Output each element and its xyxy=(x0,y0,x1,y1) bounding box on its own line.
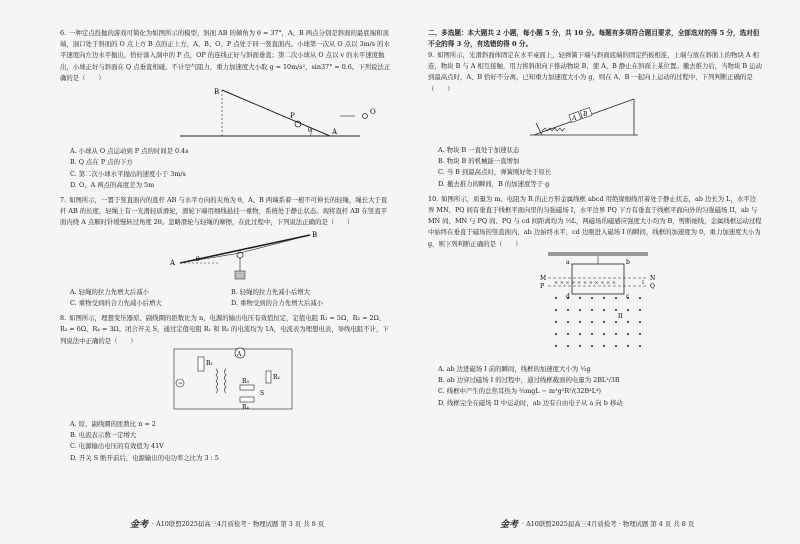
label-theta: θ xyxy=(196,255,200,263)
q8-options xyxy=(70,419,392,464)
option-b[interactable]: B. Q 点在 P 点的下方 xyxy=(70,158,133,167)
label-R4: R₄ xyxy=(242,403,249,411)
q7-rod-pulley-figure xyxy=(160,229,360,281)
option-b[interactable]: B. ab 边穿过磁场 I 的过程中，通过线框截面的电量为 2BL²/3R xyxy=(438,376,620,385)
question-number: 9. xyxy=(428,51,435,59)
question-6 xyxy=(60,28,392,191)
question-stem: 如图所示，一置于竖直面内的直杆 AB 与水平方向的夹角为 θ，A、B 两端系着一根不可伸长的轻绳，绳长大于直杆 AB 的长度，轻绳上有一光滑轻质滑轮，滑轮下端用细线悬挂一重物，系统处于静止状态。现将直杆 AB 在竖直平面内绕 A 点顺时针缓慢转过角度 2θ。忽略滑轮与轻绳的摩擦，在此过程中，下列说法正确的是（ ） xyxy=(60,196,388,227)
label-switch: S xyxy=(260,389,265,397)
question-stem: 如图所示，光滑斜面体固定在水平桌面上，轻弹簧下端与斜面底端的固定挡板相连，上端与放在斜面上的物块 A 相连，物块 B 与 A 相互接触，用力将斜面向下推动物块 B，使 A、B 静止在斜面上某位置。撤去推力后，当物块 B 运动到最高点时，A、B 恰好不分离，已知重力加速度大小为 g，则在 A、B 一起向上运动的过程中，下列判断正确的是（ ） xyxy=(428,51,762,93)
option-c[interactable]: C. 当 B 到最高点时，弹簧刚好处于原长 xyxy=(438,168,552,177)
label-R3: R₃ xyxy=(242,377,249,385)
question-10 xyxy=(428,194,762,409)
label-ammeter: A xyxy=(237,350,242,358)
option-c[interactable]: C. 线框中产生的总焦耳热为 ⅔mgL − m³g²R²/(32B⁴L⁴) xyxy=(438,387,602,396)
q7-options xyxy=(70,287,392,309)
option-b[interactable]: B. 物块 B 的机械能一直增加 xyxy=(438,157,520,166)
label-P: P xyxy=(540,282,545,290)
question-9 xyxy=(428,50,762,190)
label-Q: Q xyxy=(650,282,655,290)
label-d: d xyxy=(566,292,570,300)
section-heading: 二、多选题：本大题共 2 小题，每小题 5 分，共 10 分。每题有多项符合题目要求，全部选对的得 5 分，选对但不全的得 3 分，有选错的得 0 分。 xyxy=(428,29,760,48)
q6-options xyxy=(70,146,392,191)
left-page xyxy=(60,28,392,468)
question-8 xyxy=(60,313,392,464)
label-source: ~ xyxy=(178,379,184,387)
label-b: b xyxy=(626,258,630,266)
question-7 xyxy=(60,195,392,309)
label-M: M xyxy=(540,274,547,282)
label-A: A xyxy=(170,258,176,267)
option-c[interactable]: C. 第二次小球水平抛出的速度小于 3m/s xyxy=(70,169,186,178)
label-R1: R₁ xyxy=(206,359,213,367)
question-number: 7. xyxy=(60,196,67,205)
q10-options xyxy=(438,364,762,409)
option-d[interactable]: D. O、A 两点的高度差为 5m xyxy=(70,180,155,189)
option-d[interactable]: D. 线框完全在磁场 II 中运动时，ab 边有自由电子从 a 向 b 移动 xyxy=(438,398,623,407)
label-A: A xyxy=(332,128,338,137)
option-d[interactable]: D. 撤去推力的瞬间，B 的加速度等于 g xyxy=(438,179,550,188)
question-stem: 一种定点投抛的游戏可简化为如图所示的模型，斜面 AB 的倾角为 θ = 37°，A、B 两点分别是斜面的最底端和顶端，洞口处于斜面的 O 点上方 B 点的正上方，A、B、O、P 点处于同一竖直面内。小球第一次从 O 点以 3m/s 的水平速度向左边水平抛出，恰好落入洞中的 P 点，OP 的连线正好与斜面垂直；第二次小球从 O 点以 v 的水平速度抛出，小球正好与斜面在 Q 点垂直相碰。不计空气阻力，重力加速度大小取 g = 10m/s²，sin37° = 0.6。下列说法正确的是（ ） xyxy=(60,29,391,82)
footer-text: · A10联盟2025届高三4月质检考 · 物理试题 第 4 页 共 8 页 xyxy=(522,520,695,528)
right-footer xyxy=(500,517,694,530)
question-number: 10. xyxy=(428,194,439,203)
option-a[interactable]: A. 物块 B 一直处于加速状态 xyxy=(438,146,520,155)
q10-magnetic-field-figure xyxy=(538,250,658,358)
label-II: II xyxy=(618,312,623,320)
q9-spring-incline-figure xyxy=(528,95,648,139)
label-A: A xyxy=(572,114,577,122)
question-number: 6. xyxy=(60,29,67,37)
q6-incline-figure xyxy=(170,84,400,140)
option-a[interactable]: A. 原、副线圈的匝数比 n = 2 xyxy=(70,420,156,429)
label-B: B xyxy=(214,88,220,97)
label-theta: θ xyxy=(308,127,312,135)
option-d[interactable]: D. 重物受到的合力先增大后减小 xyxy=(231,299,324,308)
option-a[interactable]: A. ab 边进磁场 I 前的瞬间，线框的加速度大小为 ½g xyxy=(438,365,591,374)
option-c[interactable]: C. 电源输出电压的有效值为 41V xyxy=(70,442,164,451)
label-B: B xyxy=(312,230,318,239)
label-N: N xyxy=(650,274,656,282)
footer-text: · A10联盟2025届高三4月质检考 · 物理试题 第 3 页 共 8 页 xyxy=(152,520,325,528)
q9-options xyxy=(438,145,762,190)
label-I: I xyxy=(642,279,644,286)
option-a[interactable]: A. 小球从 O 点运动到 P 点的时间是 0.4s xyxy=(70,147,189,156)
label-B: B xyxy=(583,110,588,118)
option-a[interactable]: A. 轻绳的拉力先增大后减小 xyxy=(70,287,149,296)
publisher-logo: 金考 xyxy=(130,520,149,530)
question-stem: 如图所示，理想变压器原、副线圈的匝数比为 n，电源的输出电压有效值恒定，定值电阻 R₁ = 5Ω、R₂ = 2Ω、R₃ = 6Ω、R₄ = 3Ω。闭合开关 S，通过定值电阻 R₁ 和 R₂ 的电流均为 1A，电流表为理想电表，导线电阻不计，下列说法中正确的是（ ） xyxy=(60,314,389,345)
option-c[interactable]: C. 重物受到的合力先减小后增大 xyxy=(70,299,162,308)
label-R2: R₂ xyxy=(273,373,280,381)
option-d[interactable]: D. 开关 S 断开前后，电源输出的电功率之比为 3 : 5 xyxy=(70,453,219,462)
option-b[interactable]: B. 轻绳的拉力先减小后增大 xyxy=(231,287,311,296)
q8-transformer-circuit xyxy=(170,347,300,413)
label-O: O xyxy=(370,108,376,117)
label-P: P xyxy=(290,112,295,121)
right-page xyxy=(428,28,762,413)
question-stem: 如图所示，质量为 m、电阻为 R 的正方形金属线框 abcd 用绝缘细线吊着处于静止状态，ab 边长为 L，水平边界 MN、PQ 间有垂直于线框平面向里的匀强磁场 I，水平边界 PQ 下方有垂直于线框平面向外的匀强磁场 II，ab 与 MN 间、MN 与 PQ 间、PQ 与 cd 间距离均为 ⅓L，两磁场的磁感应强度大小均为 B，剪断细线，金属线框运动过程中始终在垂直于磁场的竖直面内，ab 边始终水平，cd 边刚进入磁场 I 的瞬间，线框的加速度为 0，重力加速度大小为 g，则下列判断正确的是（ ） xyxy=(428,194,762,248)
label-c: c xyxy=(626,292,630,300)
question-number: 8. xyxy=(60,314,67,323)
label-a: a xyxy=(566,258,570,266)
left-footer xyxy=(130,517,324,530)
option-b[interactable]: B. 电流表示数一定增大 xyxy=(70,431,137,440)
svg-text:× × × × × × × × × × ×: × × × × × × × × × × × xyxy=(554,279,616,286)
publisher-logo: 金考 xyxy=(500,520,519,530)
